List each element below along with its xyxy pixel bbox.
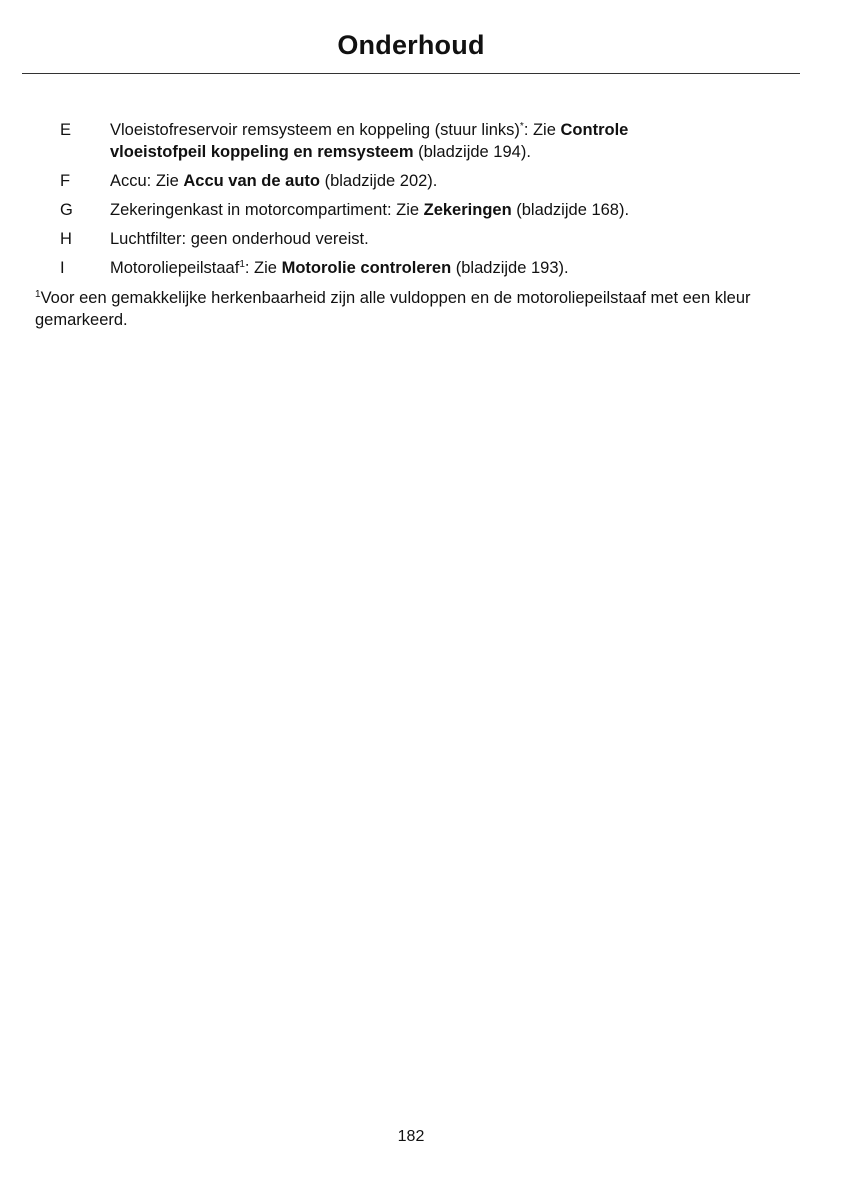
cross-reference-link[interactable]: vloeistofpeil koppeling en remsysteem xyxy=(110,143,414,161)
item-description xyxy=(110,228,790,250)
item-description xyxy=(110,199,790,221)
item-text: : Zie xyxy=(244,259,282,277)
item-letter: H xyxy=(60,230,72,248)
footnote xyxy=(35,287,805,331)
item-text: Accu: Zie xyxy=(110,172,184,190)
item-text: : Zie xyxy=(523,121,561,139)
item-description xyxy=(110,257,790,279)
page-reference: (bladzijde 194). xyxy=(413,143,531,161)
item-letter: G xyxy=(60,201,73,219)
page-reference: (bladzijde 168). xyxy=(511,201,630,219)
footnote-marker: 1 xyxy=(239,259,245,270)
item-description xyxy=(110,170,790,192)
cross-reference-link[interactable]: Zekeringen xyxy=(423,201,512,219)
item-text: Luchtfilter: geen onderhoud vereist. xyxy=(110,230,369,248)
page-reference: (bladzijde 193). xyxy=(451,259,569,277)
title-divider xyxy=(22,73,800,74)
item-text: Zekeringenkast in motorcompartiment: Zie xyxy=(110,201,424,219)
item-text: Vloeistofreservoir remsysteem en koppeling (stuur links) xyxy=(110,121,520,139)
footnote-text: Voor een gemakkelijke herkenbaarheid zijn alle vuldoppen en de motoroliepeilstaaf met een kleur gemarkeerd. xyxy=(35,289,751,329)
footnote-marker: 1 xyxy=(35,289,41,300)
page-title: Onderhoud xyxy=(337,30,485,60)
item-letter: I xyxy=(60,259,65,277)
item-description xyxy=(110,119,790,163)
cross-reference-link[interactable]: Accu van de auto xyxy=(183,172,320,190)
cross-reference-link[interactable]: Controle xyxy=(560,121,629,139)
page-number: 182 xyxy=(397,1128,425,1145)
asterisk-marker: * xyxy=(519,121,524,132)
item-letter: F xyxy=(60,172,71,190)
page-reference: (bladzijde 202). xyxy=(319,172,438,190)
item-text: Motoroliepeilstaaf xyxy=(110,259,240,277)
item-letter: E xyxy=(60,121,72,139)
cross-reference-link[interactable]: Motorolie controleren xyxy=(281,259,452,277)
